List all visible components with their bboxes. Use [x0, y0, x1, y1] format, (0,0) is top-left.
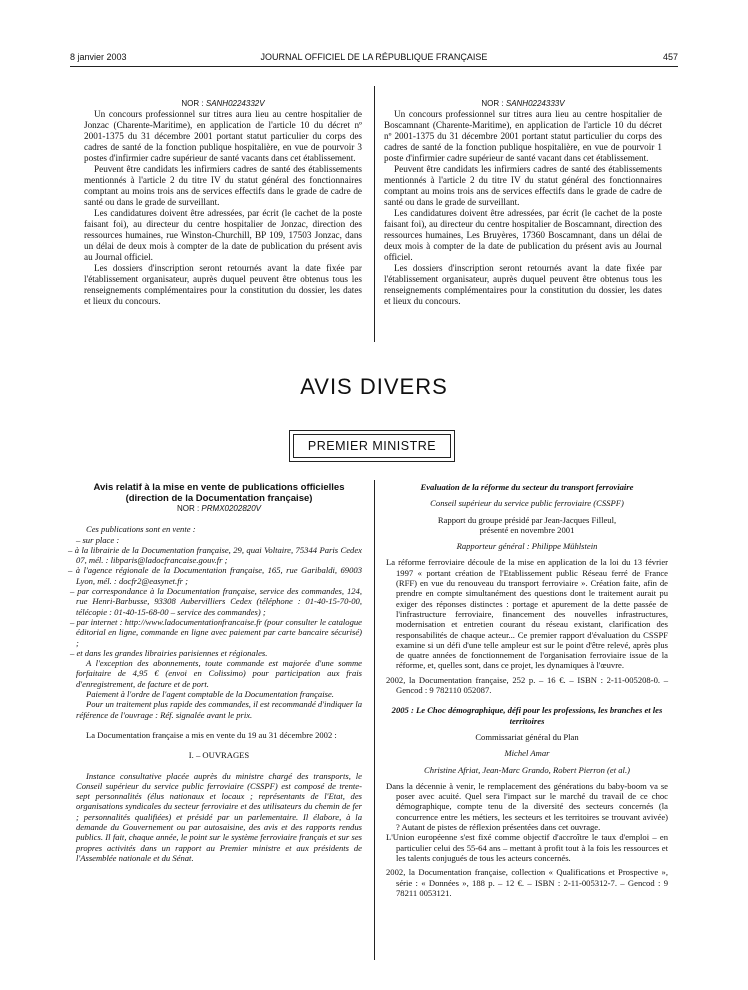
- journal-title: JOURNAL OFFICIEL DE LA RÉPUBLIQUE FRANÇAISE: [260, 52, 488, 62]
- publication-title: 2005 : Le Choc démographique, défi pour les professions, les branches et les territoires: [391, 705, 663, 726]
- paragraph: Un concours professionnel sur titres aura lieu au centre hospitalier de Boscamnant (Charente-Maritime), en application de l'article 10 du décret nº 2001-1375 du 31 décembre 2001 portant statut particulier du corps des cadres de santé de la fonction publique hospitalière, en vue de pourvoir 1 poste d'infirmier cadre supérieur de santé vacant dans cet établissement.: [384, 109, 662, 163]
- publication-rapporteur: Rapporteur général : Philippe Mühlstein: [456, 541, 598, 552]
- top-column-divider: [374, 86, 375, 342]
- paragraph: La réforme ferroviaire découle de la mise en application de la loi du 13 février 1997 « portant création de l'Etablissement public Réseau ferré de France (RFF) en vue du renouveau du transport ferroviaire ». Création faite, afin de prendre en compte simultanément des questions dont le traitement aurait pu exiger des réponses distinctes : portage et apurement de la dette passée de l'infrastructure ferroviaire, financement des nouvelles infrastructures, modernisation et entretien courant du réseau existant, clarification des responsabilités de chaque acteur... Ce premier rapport d'évaluation du CSSPF examine si un défi d'une telle ampleur est sur le point d'être relevé, après plus de quatre années de fonctionnement de l'organisation ferroviaire issue de la réforme, et, quelles sont, dans ce projet, les dynamiques à l'œuvre.: [386, 557, 668, 671]
- intro-text: Ces publications sont en vente :: [86, 524, 196, 535]
- page-header: [70, 52, 678, 66]
- list-item: – par internet : http://www.ladocumentationfrancaise.fr (pour consulter le catalogue éditorial en ligne, commande en ligne avec paiement par carte bancaire sécurisé) ;: [70, 616, 362, 648]
- paragraph: Dans la décennie à venir, le remplacement des générations du baby-boom va se poser avec acuité. Quel sera l'impact sur le marché du travail de ce choc démographique, compte tenu de la diversité des secteurs concernés (la concurrence entre les métiers, les secteurs et les territoires se trouvant avivée) ? Autant de pistes de réflexion présentées dans cet ouvrage.: [386, 780, 668, 833]
- section-title: AVIS DIVERS: [300, 374, 448, 399]
- paragraph: Paiement à l'ordre de l'agent comptable de la Documentation française.: [86, 689, 334, 700]
- paragraph: Peuvent être candidats les infirmiers cadres de santé des établissements mentionnés à l'article 2 du titre IV du statut général des fonctionnaires comptant au moins trois ans de services effectifs dans le grade de cadre de santé ou dans le grade de surveillant.: [384, 164, 662, 207]
- paragraph: Pour un traitement plus rapide des commandes, il est recommandé d'indiquer la référence de l'ouvrage : Réf. signalée avant le prix.: [76, 699, 363, 720]
- ministry-box: [289, 430, 455, 462]
- nor-reference: NOR : PRMX0202820V: [176, 504, 262, 513]
- publication-authors: Christine Afriat, Jean-Marc Grando, Robert Pierron (et al.): [424, 764, 630, 775]
- paragraph: La Documentation française a mis en vente du 19 au 31 décembre 2002 :: [86, 729, 337, 740]
- top-left-notice: [84, 98, 362, 307]
- page-number: 457: [662, 52, 678, 62]
- left-bottom-notice: [68, 482, 363, 863]
- publication-rapport: Rapport du groupe présidé par Jean-Jacques Filleul, présenté en novembre 2001: [437, 514, 617, 535]
- publication-subtitle: Conseil supérieur du service public ferroviaire (CSSPF): [430, 498, 624, 509]
- publication-subtitle: Commissariat général du Plan: [475, 731, 579, 742]
- list-item: – par correspondance à la Documentation française, service des commandes, 124, rue Henri-Barbusse, 93308 Aubervilliers Cedex (téléphone : 01-40-15-70-00, télécopie : 01-40-15-68-00 – service des commandes) ;: [70, 586, 362, 617]
- paragraph: Instance consultative placée auprès du ministre chargé des transports, le Conseil supérieur du service public ferroviaire (CSSPF) est composé de trente-sept personnalités (élus nationaux et locaux ; représentants de l'Etat, des organisations syndicales du secteur ferroviaire et des utilisateurs du chemin de fer ; personnalités qualifiées) et présidé par un parlementaire. Il élabore, à la demande du Gouvernement ou par autosaisine, des avis et des rapports rendus publics. Il fait, chaque année, le point sur le système ferroviaire français et sur ses propres activités dans un rapport au Premier ministre et aux présidents de l'Assemblée nationale et du Sénat.: [76, 770, 362, 863]
- paragraph: A l'exception des abonnements, toute commande est majorée d'une somme forfaitaire de 4,95 € (envoi en Colissimo) pour participation aux frais d'enregistrement, de facture et de port.: [76, 658, 362, 689]
- paragraph: L'Union européenne s'est fixé comme objectif d'accroître le taux d'emploi – en particulier celui des 55-64 ans – mettant à profit tout à la fois les ressources et les talents conjugués de tous les acteurs concernés.: [386, 832, 668, 863]
- nor-reference: NOR : SANH0224333V: [481, 99, 565, 108]
- list-item: – à l'agence régionale de la Documentation française, 165, rue Garibaldi, 69003 Lyon, mél. : docfr2@easynet.fr ;: [68, 565, 362, 586]
- list-heading: – sur place :: [76, 534, 120, 545]
- ministry-label: PREMIER MINISTRE: [293, 434, 451, 458]
- paragraph: Les candidatures doivent être adressées, par écrit (le cachet de la poste faisant foi), au directeur du centre hospitalier de Jonzac, direction des ressources humaines, rue Winston-Churchill, BP 109, 17503 Jonzac, dans un délai de deux mois à compter de la date de publication du présent avis au Journal officiel.: [84, 208, 362, 262]
- header-date: 8 janvier 2003: [70, 52, 127, 62]
- list-item: – à la librairie de la Documentation française, 29, quai Voltaire, 75344 Paris Cedex 07, mél. : libparis@ladocfrancaise.gouv.fr ;: [68, 544, 362, 566]
- header-divider: [70, 66, 678, 67]
- publication-author: Michel Amar: [504, 748, 550, 759]
- paragraph: Peuvent être candidats les infirmiers cadres de santé des établissements mentionnés à l'article 2 du titre IV du statut général des fonctionnaires comptant au moins trois ans de services effectifs dans le grade de cadre de santé ou dans le grade de surveillant.: [84, 164, 362, 207]
- publication-reference: 2002, la Documentation française, collection « Qualifications et Prospective », série : « Données », 188 p. – 12 €. – ISBN : 2-11-005312-7. – Gencod : 9 78211 0053121.: [386, 867, 668, 898]
- nor-reference: NOR : SANH0224332V: [181, 99, 265, 108]
- paragraph: Un concours professionnel sur titres aura lieu au centre hospitalier de Jonzac (Charente-Maritime), en application de l'article 10 du décret nº 2001-1375 du 31 décembre 2001 portant statut particulier du corps des cadres de santé de la fonction publique hospitalière, en vue de pourvoir 3 postes d'infirmier cadre supérieur de santé vacants dans cet établissement.: [84, 109, 362, 163]
- publication-reference: 2002, la Documentation française, 252 p. – 16 €. – ISBN : 2-11-005208-0. – Gencod : 9 782110 052087.: [386, 674, 668, 696]
- right-bottom-publications: [386, 482, 668, 898]
- top-right-notice: [384, 98, 662, 307]
- list-item: – et dans les grandes librairies parisiennes et régionales.: [70, 647, 268, 658]
- notice-title: Avis relatif à la mise en vente de publications officielles (direction de la Documentation française): [93, 482, 345, 504]
- paragraph: Les candidatures doivent être adressées, par écrit (le cachet de la poste faisant foi), au directeur du centre hospitalier de Boscamnant, direction des ressources humaines, Les Bruyères, 17360 Boscamnant, dans un délai de deux mois à compter de la date de publication du présent avis au Journal officiel.: [384, 208, 662, 262]
- paragraph: Les dossiers d'inscription seront retournés avant la date fixée par l'établissement organisateur, auprès duquel peuvent être obtenus tous les renseignements complémentaires pour la constitution du dossier, les dates et lieux du concours.: [84, 263, 362, 306]
- bottom-column-divider: [374, 480, 375, 960]
- paragraph: Les dossiers d'inscription seront retournés avant la date fixée par l'établissement organisateur, auprès duquel peuvent être obtenus tous les renseignements complémentaires pour la constitution du dossier, les dates et lieux du concours.: [384, 263, 662, 306]
- publication-title: Evaluation de la réforme du secteur du transport ferroviaire: [420, 482, 634, 492]
- ouvrages-heading: I. – OUVRAGES: [188, 750, 250, 761]
